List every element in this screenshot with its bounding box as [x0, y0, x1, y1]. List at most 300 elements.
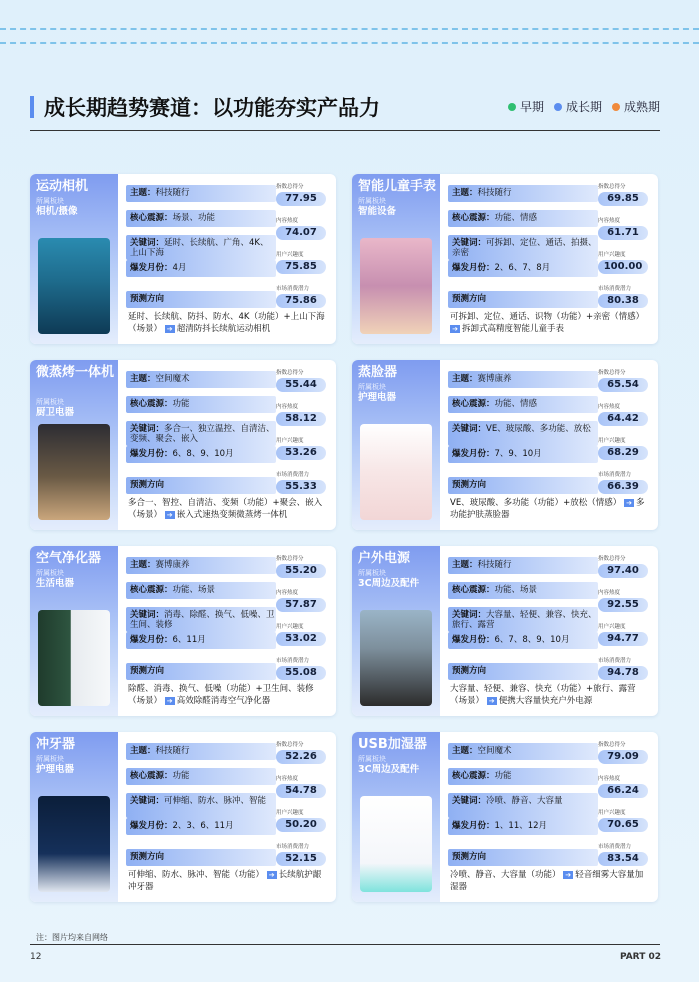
metric-value: 58.12: [276, 412, 326, 426]
origin-field: [126, 210, 276, 227]
blue-dot-icon: [554, 103, 562, 111]
metric-market-potential: [276, 286, 330, 308]
theme-value: 科技随行: [477, 560, 512, 570]
stage-legend: [508, 98, 660, 115]
burst-field: [448, 260, 598, 277]
card-sidebar: [30, 360, 118, 530]
metric-total: [598, 370, 652, 392]
burst-field: [448, 632, 598, 649]
keywords-key: 关键词：: [452, 238, 487, 248]
product-name: 户外电源: [358, 551, 411, 566]
predict-value: 可伸缩、防水、脉冲、智能（功能）: [128, 870, 265, 880]
origin-value: 功能: [494, 771, 512, 781]
product-card: [352, 732, 658, 902]
category-block: [36, 569, 116, 589]
burst-key: 爆发月份：: [130, 635, 173, 645]
theme-field: [126, 743, 276, 760]
burst-key: 爆发月份：: [452, 821, 495, 831]
category-value: 护理电器: [36, 764, 75, 775]
metric-content-heat: [276, 590, 330, 612]
predict-result: 长续航护龈冲牙器: [128, 870, 322, 892]
metric-value: 83.54: [598, 852, 648, 866]
predict-text: [450, 869, 650, 893]
burst-field: [126, 818, 276, 835]
origin-key: 核心震源：: [130, 771, 173, 781]
product-image: [360, 610, 432, 706]
theme-value: 科技随行: [155, 746, 190, 756]
metric-user-interest: [598, 438, 652, 460]
predict-result: 多功能护肤蒸脸器: [450, 498, 645, 520]
metric-value: 97.40: [598, 564, 648, 578]
theme-key: 主题：: [452, 746, 478, 756]
metric-label: 用户兴趣度: [276, 438, 304, 444]
metric-market-potential: [276, 844, 330, 866]
origin-field: [448, 396, 598, 413]
origin-value: 功能、情感: [494, 399, 538, 409]
legend-label: 早期: [519, 100, 544, 114]
predict-value: 多合一、智控、自清洁、变频（功能）+聚会、嵌入（场景）: [128, 498, 323, 520]
card-sidebar: [30, 546, 118, 716]
keywords-value: 可拆卸、定位、通话、拍摄、亲密: [452, 238, 597, 258]
metric-user-interest: [276, 252, 330, 274]
theme-key: 主题：: [130, 746, 156, 756]
metric-user-interest: [598, 810, 652, 832]
card-sidebar: [352, 732, 440, 902]
category-value: 智能设备: [358, 206, 397, 217]
category-label: 所属板块: [358, 383, 386, 391]
product-image: [38, 796, 110, 892]
metric-label: 市场消费潜力: [276, 844, 310, 850]
predict-key: 预测方向: [452, 666, 487, 676]
legend-item-early: [508, 98, 544, 115]
predict-text: [450, 311, 650, 335]
metric-market-potential: [598, 658, 652, 680]
category-value: 厨卫电器: [36, 407, 75, 418]
metric-label: 指数总得分: [276, 742, 304, 748]
burst-value: 2、6、7、8月: [494, 263, 551, 273]
metric-value: 65.54: [598, 378, 648, 392]
metric-user-interest: [276, 624, 330, 646]
theme-field: [126, 185, 276, 202]
metric-label: 内容热度: [276, 218, 299, 224]
keywords-field: [126, 607, 276, 632]
keywords-field: [448, 607, 598, 632]
metric-total: [598, 556, 652, 578]
theme-key: 主题：: [452, 188, 478, 198]
predict-field: [448, 291, 598, 308]
predict-text: [128, 869, 328, 893]
metric-label: 用户兴趣度: [598, 252, 626, 258]
theme-value: 赛博康养: [155, 560, 190, 570]
category-label: 所属板块: [358, 569, 386, 577]
product-image: [38, 610, 110, 706]
theme-field: [448, 743, 598, 760]
burst-value: 6、7、8、9、10月: [494, 635, 570, 645]
product-image: [360, 424, 432, 520]
burst-value: 7、9、10月: [494, 449, 542, 459]
metric-user-interest: [598, 252, 652, 274]
metric-value: 77.95: [276, 192, 326, 206]
predict-field: [126, 291, 276, 308]
metric-market-potential: [276, 472, 330, 494]
theme-value: 赛博康养: [477, 374, 512, 384]
product-card: [352, 360, 658, 530]
metric-label: 指数总得分: [276, 556, 304, 562]
theme-field: [448, 371, 598, 388]
keywords-key: 关键词：: [130, 238, 165, 248]
arrow-right-icon: ➔: [165, 511, 175, 519]
keywords-value: 可伸缩、防水、脉冲、智能: [164, 796, 267, 806]
metric-label: 内容热度: [276, 404, 299, 410]
burst-value: 6、11月: [172, 635, 206, 645]
orange-dot-icon: [612, 103, 620, 111]
metric-value: 57.87: [276, 598, 326, 612]
origin-key: 核心震源：: [452, 771, 495, 781]
metric-value: 53.02: [276, 632, 326, 646]
burst-value: 6、8、9、10月: [172, 449, 234, 459]
keywords-value: 大容量、轻便、兼容、快充、旅行、露营: [452, 610, 597, 630]
metric-label: 内容热度: [276, 776, 299, 782]
metric-total: [598, 184, 652, 206]
metric-label: 市场消费潜力: [598, 658, 632, 664]
predict-value: VE、玻尿酸、多功能（功能）+放松（情感）: [450, 498, 622, 508]
metric-value: 53.26: [276, 446, 326, 460]
origin-field: [126, 396, 276, 413]
metric-value: 92.55: [598, 598, 648, 612]
burst-key: 爆发月份：: [130, 821, 173, 831]
burst-key: 爆发月份：: [452, 263, 495, 273]
product-name: 冲牙器: [36, 737, 76, 752]
metric-content-heat: [276, 776, 330, 798]
title-accent-bar: [30, 96, 34, 118]
predict-result: 便携大容量快充户外电源: [498, 696, 593, 706]
keywords-key: 关键词：: [452, 796, 487, 806]
keywords-key: 关键词：: [130, 424, 165, 434]
predict-key: 预测方向: [130, 666, 165, 676]
card-sidebar: [352, 546, 440, 716]
burst-field: [448, 446, 598, 463]
predict-value: 延时、长续航、防抖、防水、4K（功能）+上山下海（场景）: [128, 312, 325, 334]
keywords-key: 关键词：: [452, 610, 487, 620]
origin-key: 核心震源：: [130, 399, 173, 409]
product-image: [360, 238, 432, 334]
metric-value: 55.08: [276, 666, 326, 680]
product-card: [352, 174, 658, 344]
metric-value: 66.39: [598, 480, 648, 494]
theme-value: 空间魔术: [155, 374, 190, 384]
theme-key: 主题：: [452, 560, 478, 570]
metric-label: 市场消费潜力: [276, 658, 310, 664]
category-label: 所属板块: [36, 398, 64, 406]
card-sidebar: [352, 174, 440, 344]
metric-label: 指数总得分: [598, 184, 626, 190]
metric-value: 75.86: [276, 294, 326, 308]
category-block: [36, 755, 116, 775]
metric-total: [598, 742, 652, 764]
predict-key: 预测方向: [452, 480, 487, 490]
burst-field: [448, 818, 598, 835]
metric-value: 68.29: [598, 446, 648, 460]
metric-value: 52.15: [276, 852, 326, 866]
origin-value: 功能: [172, 399, 190, 409]
predict-text: [128, 497, 328, 521]
metric-value: 50.20: [276, 818, 326, 832]
product-name: 微蒸烤一体机: [36, 365, 115, 380]
title-rule: [30, 130, 660, 131]
arrow-right-icon: ➔: [267, 871, 277, 879]
legend-item-growth: [554, 98, 602, 115]
category-block: [358, 569, 438, 589]
metric-label: 指数总得分: [276, 370, 304, 376]
metric-label: 指数总得分: [598, 742, 626, 748]
metric-label: 用户兴趣度: [598, 624, 626, 630]
origin-value: 功能、情感: [494, 213, 538, 223]
metric-label: 用户兴趣度: [276, 624, 304, 630]
category-block: [36, 398, 116, 418]
arrow-right-icon: ➔: [487, 697, 497, 705]
origin-field: [126, 582, 276, 599]
arrow-right-icon: ➔: [165, 325, 175, 333]
arrow-right-icon: ➔: [624, 499, 634, 507]
metric-label: 市场消费潜力: [598, 472, 632, 478]
predict-field: [448, 477, 598, 494]
predict-text: [128, 683, 328, 707]
metric-value: 69.85: [598, 192, 648, 206]
burst-key: 爆发月份：: [130, 449, 173, 459]
category-label: 所属板块: [36, 755, 64, 763]
metric-market-potential: [598, 844, 652, 866]
product-card: [30, 732, 336, 902]
keywords-value: 多合一、独立温控、自清洁、变频、聚会、嵌入: [130, 424, 275, 444]
metric-value: 64.42: [598, 412, 648, 426]
metric-market-potential: [276, 658, 330, 680]
origin-key: 核心震源：: [452, 585, 495, 595]
product-card: [30, 360, 336, 530]
category-value: 相机/摄像: [36, 206, 78, 217]
product-image: [360, 796, 432, 892]
card-sidebar: [30, 732, 118, 902]
theme-field: [448, 557, 598, 574]
metric-label: 指数总得分: [598, 556, 626, 562]
origin-key: 核心震源：: [130, 585, 173, 595]
metric-value: 100.00: [598, 260, 648, 274]
predict-key: 预测方向: [130, 852, 165, 862]
metric-value: 66.24: [598, 784, 648, 798]
predict-field: [448, 849, 598, 866]
theme-field: [448, 185, 598, 202]
keywords-key: 关键词：: [130, 796, 165, 806]
burst-field: [126, 260, 276, 277]
metric-value: 94.78: [598, 666, 648, 680]
metric-market-potential: [598, 286, 652, 308]
product-image: [38, 238, 110, 334]
footer-note: 注：图片均来自网络: [36, 933, 108, 942]
keywords-field: [448, 793, 598, 818]
metric-label: 指数总得分: [598, 370, 626, 376]
origin-field: [448, 210, 598, 227]
theme-field: [126, 557, 276, 574]
category-value: 生活电器: [36, 578, 75, 589]
category-label: 所属板块: [358, 755, 386, 763]
keywords-field: [448, 421, 598, 446]
predict-field: [126, 849, 276, 866]
category-value: 3C周边及配件: [358, 764, 420, 775]
theme-key: 主题：: [130, 188, 156, 198]
metric-user-interest: [276, 438, 330, 460]
metric-label: 市场消费潜力: [276, 286, 310, 292]
product-card: [30, 174, 336, 344]
keywords-value: 冷喷、静音、大容量: [486, 796, 563, 806]
predict-key: 预测方向: [452, 294, 487, 304]
origin-key: 核心震源：: [452, 399, 495, 409]
product-name: 运动相机: [36, 179, 89, 194]
category-value: 护理电器: [358, 392, 397, 403]
metric-label: 用户兴趣度: [276, 252, 304, 258]
theme-key: 主题：: [452, 374, 478, 384]
footer-rule: [30, 944, 660, 945]
origin-field: [448, 582, 598, 599]
predict-value: 冷喷、静音、大容量（功能）: [450, 870, 561, 880]
metric-label: 用户兴趣度: [276, 810, 304, 816]
legend-label: 成熟期: [623, 100, 660, 114]
metric-content-heat: [598, 590, 652, 612]
metric-value: 54.78: [276, 784, 326, 798]
predict-result: 拆卸式高精度智能儿童手表: [462, 324, 565, 334]
metric-total: [276, 742, 330, 764]
theme-value: 空间魔术: [477, 746, 512, 756]
keywords-key: 关键词：: [452, 424, 487, 434]
predict-field: [126, 477, 276, 494]
category-value: 3C周边及配件: [358, 578, 420, 589]
metric-label: 内容热度: [276, 590, 299, 596]
metric-total: [276, 370, 330, 392]
metric-value: 75.85: [276, 260, 326, 274]
page-title: 成长期趋势赛道：以功能夯实产品力: [44, 96, 380, 120]
part-label: PART 02: [619, 952, 661, 962]
keywords-field: [126, 421, 276, 446]
metric-value: 94.77: [598, 632, 648, 646]
origin-key: 核心震源：: [452, 213, 495, 223]
product-name: 空气净化器: [36, 551, 102, 566]
metric-value: 79.09: [598, 750, 648, 764]
metric-label: 市场消费潜力: [276, 472, 310, 478]
burst-value: 2、3、6、11月: [172, 821, 234, 831]
category-block: [358, 197, 438, 217]
metric-value: 55.44: [276, 378, 326, 392]
metric-value: 70.65: [598, 818, 648, 832]
product-name: 智能儿童手表: [358, 179, 437, 194]
predict-value: 大容量、轻便、兼容、快充（功能）+旅行、露营（场景）: [450, 684, 636, 706]
burst-value: 4月: [172, 263, 187, 273]
metric-content-heat: [276, 218, 330, 240]
metric-label: 用户兴趣度: [598, 810, 626, 816]
keywords-field: [126, 793, 276, 818]
category-block: [358, 755, 438, 775]
keywords-key: 关键词：: [130, 610, 165, 620]
category-label: 所属板块: [36, 569, 64, 577]
metric-label: 用户兴趣度: [598, 438, 626, 444]
category-block: [358, 383, 438, 403]
legend-label: 成长期: [565, 100, 602, 114]
burst-key: 爆发月份：: [452, 635, 495, 645]
origin-field: [448, 768, 598, 785]
metric-content-heat: [598, 218, 652, 240]
metric-value: 80.38: [598, 294, 648, 308]
origin-key: 核心震源：: [130, 213, 173, 223]
predict-result: 轻音细雾大容量加湿器: [450, 870, 644, 892]
burst-field: [126, 632, 276, 649]
burst-key: 爆发月份：: [452, 449, 495, 459]
origin-value: 功能: [172, 771, 190, 781]
metric-value: 61.71: [598, 226, 648, 240]
origin-value: 场景、功能: [172, 213, 216, 223]
card-sidebar: [30, 174, 118, 344]
page-number: 12: [30, 952, 42, 962]
predict-result: 超清防抖长续航运动相机: [176, 324, 271, 334]
legend-item-mature: [612, 98, 660, 115]
metric-content-heat: [598, 776, 652, 798]
metric-label: 内容热度: [598, 218, 621, 224]
burst-key: 爆发月份：: [130, 263, 173, 273]
metric-value: 52.26: [276, 750, 326, 764]
keywords-value: VE、玻尿酸、多功能、放松: [486, 424, 591, 434]
metric-label: 市场消费潜力: [598, 286, 632, 292]
theme-key: 主题：: [130, 560, 156, 570]
metric-content-heat: [276, 404, 330, 426]
predict-field: [126, 663, 276, 680]
green-dot-icon: [508, 103, 516, 111]
arrow-right-icon: ➔: [563, 871, 573, 879]
metric-label: 内容热度: [598, 404, 621, 410]
metric-user-interest: [598, 624, 652, 646]
metric-total: [276, 184, 330, 206]
theme-value: 科技随行: [155, 188, 190, 198]
origin-field: [126, 768, 276, 785]
keywords-field: [448, 235, 598, 260]
predict-result: 嵌入式速热变频微蒸烤一体机: [176, 510, 288, 520]
keywords-field: [126, 235, 276, 260]
burst-value: 1、11、12月: [494, 821, 548, 831]
metric-value: 55.33: [276, 480, 326, 494]
title-bar: [30, 92, 660, 128]
theme-field: [126, 371, 276, 388]
metric-user-interest: [276, 810, 330, 832]
predict-text: [450, 683, 650, 707]
metric-label: 指数总得分: [276, 184, 304, 190]
predict-text: [128, 311, 328, 335]
metric-label: 内容热度: [598, 590, 621, 596]
product-name: USB加湿器: [358, 737, 427, 752]
category-block: [36, 197, 116, 217]
product-card: [30, 546, 336, 716]
category-label: 所属板块: [36, 197, 64, 205]
arrow-right-icon: ➔: [165, 697, 175, 705]
predict-text: [450, 497, 650, 521]
product-image: [38, 424, 110, 520]
predict-key: 预测方向: [130, 480, 165, 490]
predict-key: 预测方向: [130, 294, 165, 304]
theme-value: 科技随行: [477, 188, 512, 198]
theme-key: 主题：: [130, 374, 156, 384]
category-label: 所属板块: [358, 197, 386, 205]
predict-field: [448, 663, 598, 680]
origin-value: 功能、场景: [494, 585, 538, 595]
predict-key: 预测方向: [452, 852, 487, 862]
metric-value: 55.20: [276, 564, 326, 578]
metric-value: 74.07: [276, 226, 326, 240]
card-sidebar: [352, 360, 440, 530]
keywords-value: 延时、长续航、广角、4K、上山下海: [130, 238, 269, 258]
